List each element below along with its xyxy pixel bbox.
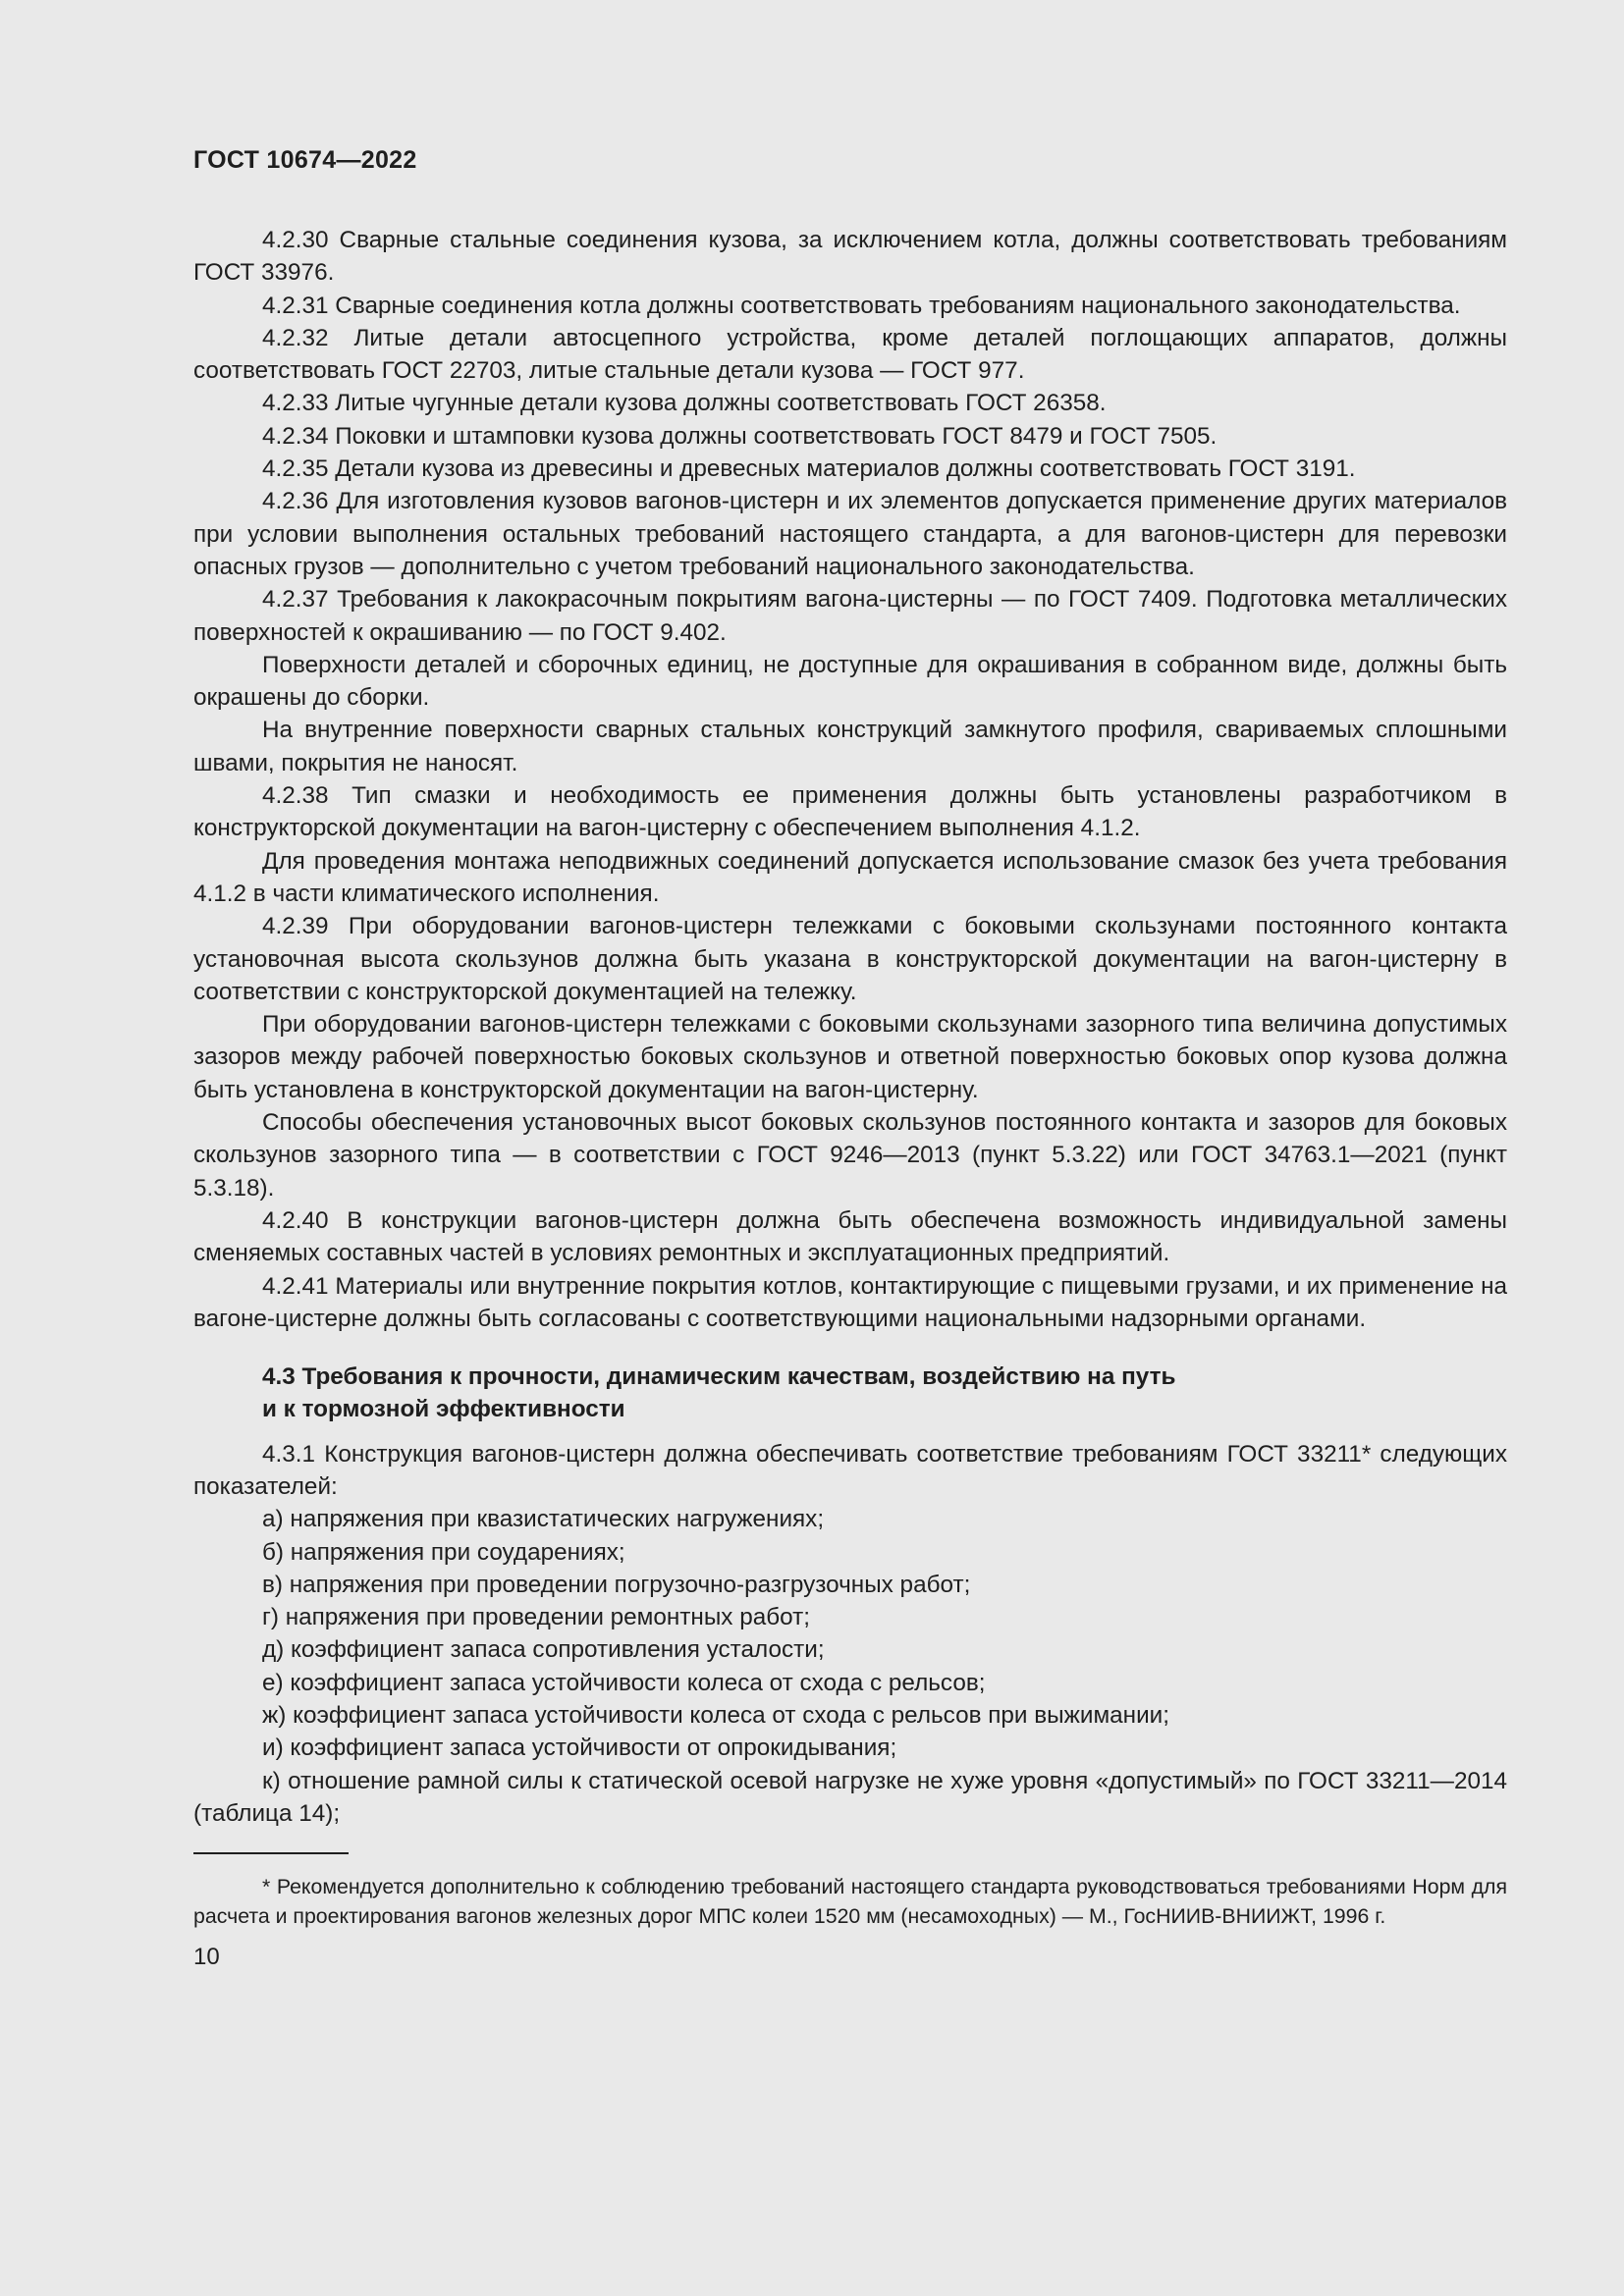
section-heading-4-3	[193, 1361, 1323, 1426]
paragraph-slide-heights: Способы обеспечения установочных высот боковых скользунов постоянного контакта и зазоров для боковых скользунов зазорного типа — в соответствии с ГОСТ 9246—2013 (пункт 5.3.22) или ГОСТ 34763.1—2021 (пункт 5.3.18).	[193, 1109, 1507, 1201]
paragraph-4-3-1: 4.3.1 Конструкция вагонов-цистерн должна обеспечивать соответствие требованиям ГОСТ 33211* следующих показателей:	[193, 1440, 1507, 1500]
list-item-e: е) коэффициент запаса устойчивости колеса от схода с рельсов;	[262, 1669, 986, 1696]
footnote-divider	[193, 1852, 349, 1854]
page-number: 10	[193, 1943, 220, 1970]
paragraph-4-2-38: 4.2.38 Тип смазки и необходимость ее применения должны быть установлены разработчиком в конструкторской документации на вагон-цистерну с обеспечением выполнения 4.1.2.	[193, 782, 1507, 842]
document-page	[193, 145, 1507, 2246]
list-item-d: д) коэффициент запаса сопротивления усталости;	[262, 1636, 825, 1664]
paragraph-4-2-35: 4.2.35 Детали кузова из древесины и древесных материалов должны соответствовать ГОСТ 3191.	[262, 455, 1356, 483]
section-heading-line-2: и к тормозной эффективности	[262, 1396, 625, 1423]
list-item-b: б) напряжения при соударениях;	[262, 1538, 625, 1566]
paragraph-4-2-37: 4.2.37 Требования к лакокрасочным покрытиям вагона-цистерны — по ГОСТ 7409. Подготовка металлических поверхностей к окрашиванию — по ГОСТ 9.402.	[193, 586, 1507, 646]
list-item-g: г) напряжения при проведении ремонтных работ;	[262, 1604, 811, 1631]
list-item-zh: ж) коэффициент запаса устойчивости колеса от схода с рельсов при выжимании;	[262, 1702, 1169, 1730]
paragraph-4-2-30: 4.2.30 Сварные стальные соединения кузова, за исключением котла, должны соответствовать требованиям ГОСТ 33976.	[193, 227, 1507, 287]
main-body-text	[193, 224, 1507, 1830]
paragraph-4-2-40: 4.2.40 В конструкции вагонов-цистерн должна быть обеспечена возможность индивидуальной замены сменяемых составных частей в условиях ремонтных и эксплуатационных предприятий.	[193, 1206, 1507, 1267]
document-header-code: ГОСТ 10674—2022	[193, 146, 417, 174]
footnote-text: * Рекомендуется дополнительно к соблюдению требований настоящего стандарта руководствоваться требованиями Норм для расчета и проектирования вагонов железных дорог МПС колеи 1520 мм (несамоходных) — М., ГосНИИВ-ВНИИЖТ, 1996 г.	[193, 1875, 1507, 1928]
paragraph-4-2-39: 4.2.39 При оборудовании вагонов-цистерн тележками с боковыми скользунами постоянного контакта установочная высота скользунов должна быть указана в конструкторской документации на вагон-цистерну в соответствии с конструкторской документацией на тележку.	[193, 913, 1507, 1005]
paragraph-4-2-36: 4.2.36 Для изготовления кузовов вагонов-цистерн и их элементов допускается применение других материалов при условии выполнения остальных требований настоящего стандарта, а для вагонов-цистерн для перевозки опасных грузов — дополнительно с учетом требований национального законодательства.	[193, 488, 1507, 580]
list-item-i: и) коэффициент запаса устойчивости от опрокидывания;	[262, 1735, 897, 1762]
paragraph-lubricant-mounting: Для проведения монтажа неподвижных соединений допускается использование смазок без учета требования 4.1.2 в части климатического исполнения.	[193, 847, 1507, 907]
list-item-a: а) напряжения при квазистатических нагружениях;	[262, 1506, 825, 1533]
paragraph-4-2-34: 4.2.34 Поковки и штамповки кузова должны соответствовать ГОСТ 8479 и ГОСТ 7505.	[262, 422, 1218, 450]
section-heading-line-1: 4.3 Требования к прочности, динамическим качествам, воздействию на путь	[262, 1363, 1176, 1391]
paragraph-surfaces-painting: Поверхности деталей и сборочных единиц, не доступные для окрашивания в собранном виде, должны быть окрашены до сборки.	[193, 651, 1507, 712]
paragraph-4-2-33: 4.2.33 Литые чугунные детали кузова должны соответствовать ГОСТ 26358.	[262, 390, 1107, 417]
paragraph-4-2-41: 4.2.41 Материалы или внутренние покрытия котлов, контактирующие с пищевыми грузами, и их применение на вагоне-цистерне должны быть согласованы с соответствующими национальными надзорными органами.	[193, 1272, 1507, 1332]
paragraph-4-2-32: 4.2.32 Литые детали автосцепного устройства, кроме деталей поглощающих аппаратов, должны соответствовать ГОСТ 22703, литые стальные детали кузова — ГОСТ 977.	[193, 324, 1507, 385]
paragraph-internal-surfaces: На внутренние поверхности сварных стальных конструкций замкнутого профиля, свариваемых сплошными швами, покрытия не наносят.	[193, 717, 1507, 776]
list-item-v: в) напряжения при проведении погрузочно-разгрузочных работ;	[262, 1571, 971, 1598]
paragraph-4-2-31: 4.2.31 Сварные соединения котла должны соответствовать требованиям национального законодательства.	[262, 292, 1461, 319]
paragraph-gap-slides: При оборудовании вагонов-цистерн тележками с боковыми скользунами зазорного типа величина допустимых зазоров между рабочей поверхностью боковых скользунов и ответной поверхностью боковых опор кузова должна быть установлена в конструкторской документации на вагон-цистерну.	[193, 1011, 1507, 1103]
list-item-k: к) отношение рамной силы к статической осевой нагрузке не хуже уровня «допустимый» по ГОСТ 33211—2014 (таблица 14);	[193, 1767, 1507, 1827]
